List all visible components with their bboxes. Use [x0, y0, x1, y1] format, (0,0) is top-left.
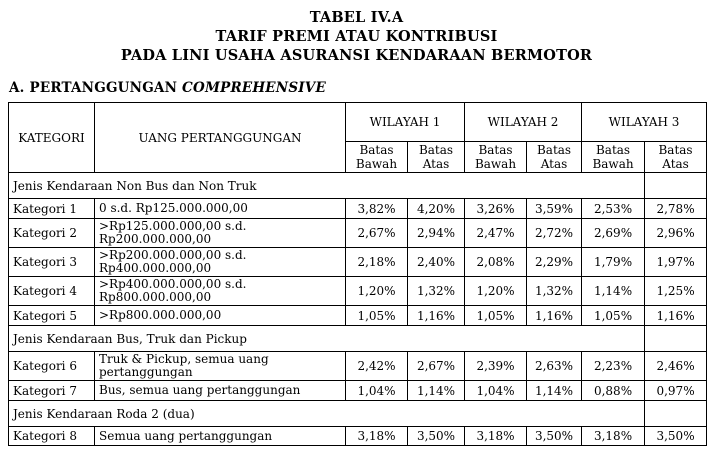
- section-emphasis: COMPREHENSIVE: [182, 80, 326, 96]
- table-row: [9, 352, 707, 381]
- cell-w2-atas: 3,50%: [527, 427, 582, 446]
- cell-w3-bawah: 2,69%: [582, 219, 645, 248]
- cell-w2-atas: 1,32%: [527, 277, 582, 306]
- cell-uang: Bus, semua uang pertanggungan: [95, 381, 346, 401]
- table-row: [9, 219, 707, 248]
- cell-uang: 0 s.d. Rp125.000.000,00: [95, 199, 346, 219]
- document-title: [0, 8, 713, 65]
- cell-uang: >Rp400.000.000,00 s.d. Rp800.000.000,00: [95, 277, 346, 306]
- cell-w2-bawah: 3,18%: [465, 427, 527, 446]
- table-row: [9, 306, 707, 326]
- header-uang-pertanggungan: UANG PERTANGGUNGAN: [95, 103, 346, 173]
- cell-w1-atas: 2,40%: [408, 248, 465, 277]
- premium-rate-table: [8, 102, 707, 446]
- header-batas-atas: Batas Atas: [527, 142, 582, 173]
- cell-w1-bawah: 1,04%: [346, 381, 408, 401]
- group-label: Jenis Kendaraan Roda 2 (dua): [9, 401, 645, 427]
- cell-w2-bawah: 1,05%: [465, 306, 527, 326]
- cell-w1-atas: 2,94%: [408, 219, 465, 248]
- cell-w1-bawah: 2,18%: [346, 248, 408, 277]
- cell-w3-atas: 2,96%: [645, 219, 707, 248]
- cell-kategori: Kategori 7: [9, 381, 95, 401]
- table-row: [9, 427, 707, 446]
- table-row: [9, 277, 707, 306]
- cell-kategori: Kategori 8: [9, 427, 95, 446]
- cell-w3-bawah: 1,79%: [582, 248, 645, 277]
- section-prefix: A. PERTANGGUNGAN: [9, 80, 178, 96]
- header-batas-bawah: Batas Bawah: [582, 142, 645, 173]
- section-heading: [9, 80, 326, 96]
- cell-w2-bawah: 1,04%: [465, 381, 527, 401]
- cell-w3-bawah: 0,88%: [582, 381, 645, 401]
- cell-w3-bawah: 1,05%: [582, 306, 645, 326]
- header-wilayah-3: WILAYAH 3: [582, 103, 707, 142]
- cell-w3-atas: 1,25%: [645, 277, 707, 306]
- cell-uang: Truk & Pickup, semua uang pertanggungan: [95, 352, 346, 381]
- table-row: [9, 248, 707, 277]
- cell-w2-atas: 1,16%: [527, 306, 582, 326]
- cell-w1-bawah: 2,42%: [346, 352, 408, 381]
- group-label: Jenis Kendaraan Bus, Truk dan Pickup: [9, 326, 645, 352]
- cell-w2-atas: 2,29%: [527, 248, 582, 277]
- cell-w2-bawah: 1,20%: [465, 277, 527, 306]
- table-row: [9, 381, 707, 401]
- cell-w1-atas: 1,16%: [408, 306, 465, 326]
- cell-w1-atas: 2,67%: [408, 352, 465, 381]
- cell-uang: >Rp800.000.000,00: [95, 306, 346, 326]
- title-line-3: PADA LINI USAHA ASURANSI KENDARAAN BERMOTOR: [120, 47, 593, 64]
- cell-w1-atas: 3,50%: [408, 427, 465, 446]
- cell-w1-atas: 1,14%: [408, 381, 465, 401]
- cell-w2-atas: 2,63%: [527, 352, 582, 381]
- cell-kategori: Kategori 3: [9, 248, 95, 277]
- cell-kategori: Kategori 4: [9, 277, 95, 306]
- header-batas-bawah: Batas Bawah: [465, 142, 527, 173]
- title-line-1: TABEL IV.A: [309, 9, 404, 26]
- cell-uang: >Rp200.000.000,00 s.d. Rp400.000.000,00: [95, 248, 346, 277]
- title-line-2: TARIF PREMI ATAU KONTRIBUSI: [215, 28, 498, 45]
- cell-w3-atas: 2,46%: [645, 352, 707, 381]
- table-row: [9, 199, 707, 219]
- cell-w3-atas: 3,50%: [645, 427, 707, 446]
- cell-w2-bawah: 2,47%: [465, 219, 527, 248]
- cell-w3-bawah: 1,14%: [582, 277, 645, 306]
- cell-uang: >Rp125.000.000,00 s.d. Rp200.000.000,00: [95, 219, 346, 248]
- cell-w1-atas: 4,20%: [408, 199, 465, 219]
- cell-uang: Semua uang pertanggungan: [95, 427, 346, 446]
- cell-w1-bawah: 3,82%: [346, 199, 408, 219]
- cell-w2-atas: 2,72%: [527, 219, 582, 248]
- cell-w3-atas: 2,78%: [645, 199, 707, 219]
- cell-w3-bawah: 3,18%: [582, 427, 645, 446]
- group-row: [9, 326, 707, 352]
- cell-kategori: Kategori 1: [9, 199, 95, 219]
- header-row-1: [9, 103, 707, 142]
- cell-w3-atas: 0,97%: [645, 381, 707, 401]
- cell-kategori: Kategori 6: [9, 352, 95, 381]
- header-batas-bawah: Batas Bawah: [346, 142, 408, 173]
- header-batas-atas: Batas Atas: [408, 142, 465, 173]
- cell-w2-atas: 1,14%: [527, 381, 582, 401]
- cell-w3-atas: 1,16%: [645, 306, 707, 326]
- cell-w1-atas: 1,32%: [408, 277, 465, 306]
- cell-w2-bawah: 2,08%: [465, 248, 527, 277]
- cell-w3-bawah: 2,23%: [582, 352, 645, 381]
- cell-kategori: Kategori 2: [9, 219, 95, 248]
- group-row: [9, 401, 707, 427]
- cell-w3-bawah: 2,53%: [582, 199, 645, 219]
- cell-kategori: Kategori 5: [9, 306, 95, 326]
- cell-w1-bawah: 2,67%: [346, 219, 408, 248]
- cell-w1-bawah: 3,18%: [346, 427, 408, 446]
- header-wilayah-1: WILAYAH 1: [346, 103, 465, 142]
- cell-w2-bawah: 3,26%: [465, 199, 527, 219]
- cell-w1-bawah: 1,05%: [346, 306, 408, 326]
- header-batas-atas: Batas Atas: [645, 142, 707, 173]
- cell-w2-bawah: 2,39%: [465, 352, 527, 381]
- header-wilayah-2: WILAYAH 2: [465, 103, 582, 142]
- group-row: [9, 173, 707, 199]
- cell-w1-bawah: 1,20%: [346, 277, 408, 306]
- group-label: Jenis Kendaraan Non Bus dan Non Truk: [9, 173, 645, 199]
- cell-w3-atas: 1,97%: [645, 248, 707, 277]
- cell-w2-atas: 3,59%: [527, 199, 582, 219]
- header-kategori: KATEGORI: [9, 103, 95, 173]
